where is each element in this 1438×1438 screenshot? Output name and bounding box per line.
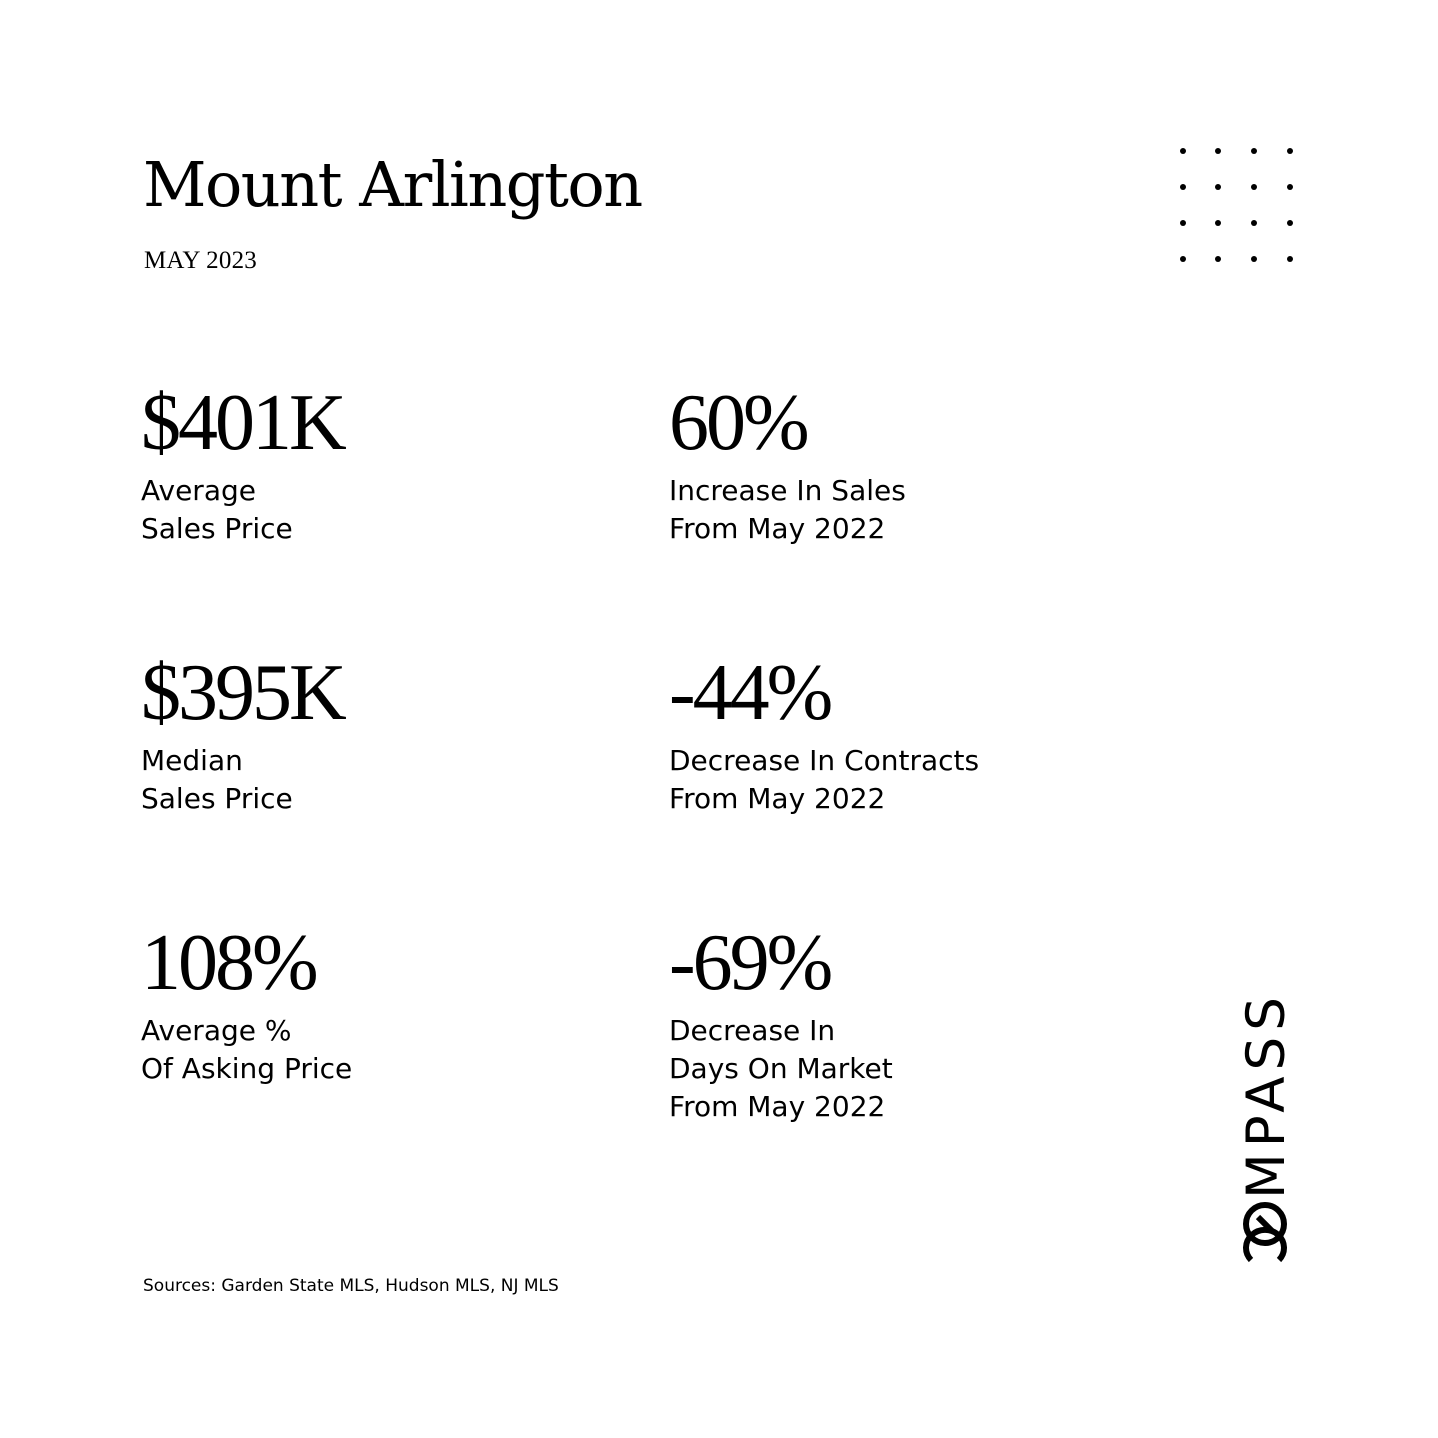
stat-value: $401K: [141, 379, 344, 467]
stat-decrease-in-days-on-market: [669, 918, 1119, 1126]
stat-value: -69%: [669, 919, 831, 1007]
stat-label-line: Decrease In Contracts: [669, 744, 980, 777]
stat-label: [141, 472, 591, 548]
stat-label-line: Increase In Sales: [669, 474, 906, 507]
stat-increase-in-sales: [669, 378, 1119, 548]
stat-label-line: Decrease In: [669, 1014, 836, 1047]
stat-value: $395K: [141, 649, 344, 737]
compass-logo-text: MPASS: [1236, 991, 1297, 1199]
stat-label: [141, 742, 591, 818]
stat-label: [141, 1012, 591, 1088]
stat-label-line: Sales Price: [141, 782, 293, 815]
stat-label-line: From May 2022: [669, 512, 886, 545]
stat-average-sales-price: [141, 378, 591, 548]
stat-label-line: Average %: [141, 1014, 292, 1047]
stat-average-of-asking-price: [141, 918, 591, 1088]
stat-value: 60%: [669, 379, 807, 467]
stat-label-line: From May 2022: [669, 1090, 886, 1123]
sources-note: Sources: Garden State MLS, Hudson MLS, NJ MLS: [143, 1276, 559, 1296]
stat-label-line: Of Asking Price: [141, 1052, 353, 1085]
stat-label-line: From May 2022: [669, 782, 886, 815]
stat-decrease-in-contracts: [669, 648, 1119, 818]
compass-logo: [1226, 950, 1306, 1300]
stat-label-line: Median: [141, 744, 243, 777]
stat-label-line: Days On Market: [669, 1052, 893, 1085]
stat-value: 108%: [141, 919, 316, 1007]
stat-value: -44%: [669, 649, 831, 737]
report-period: MAY 2023: [144, 247, 257, 274]
stat-median-sales-price: [141, 648, 591, 818]
page-title: Mount Arlington: [143, 148, 642, 221]
stat-label-line: Sales Price: [141, 512, 293, 545]
stat-label: [669, 472, 1119, 548]
stat-label-line: Average: [141, 474, 256, 507]
dot-grid-decoration: [1176, 145, 1300, 269]
stat-label: [669, 1012, 1119, 1126]
stat-label: [669, 742, 1119, 818]
